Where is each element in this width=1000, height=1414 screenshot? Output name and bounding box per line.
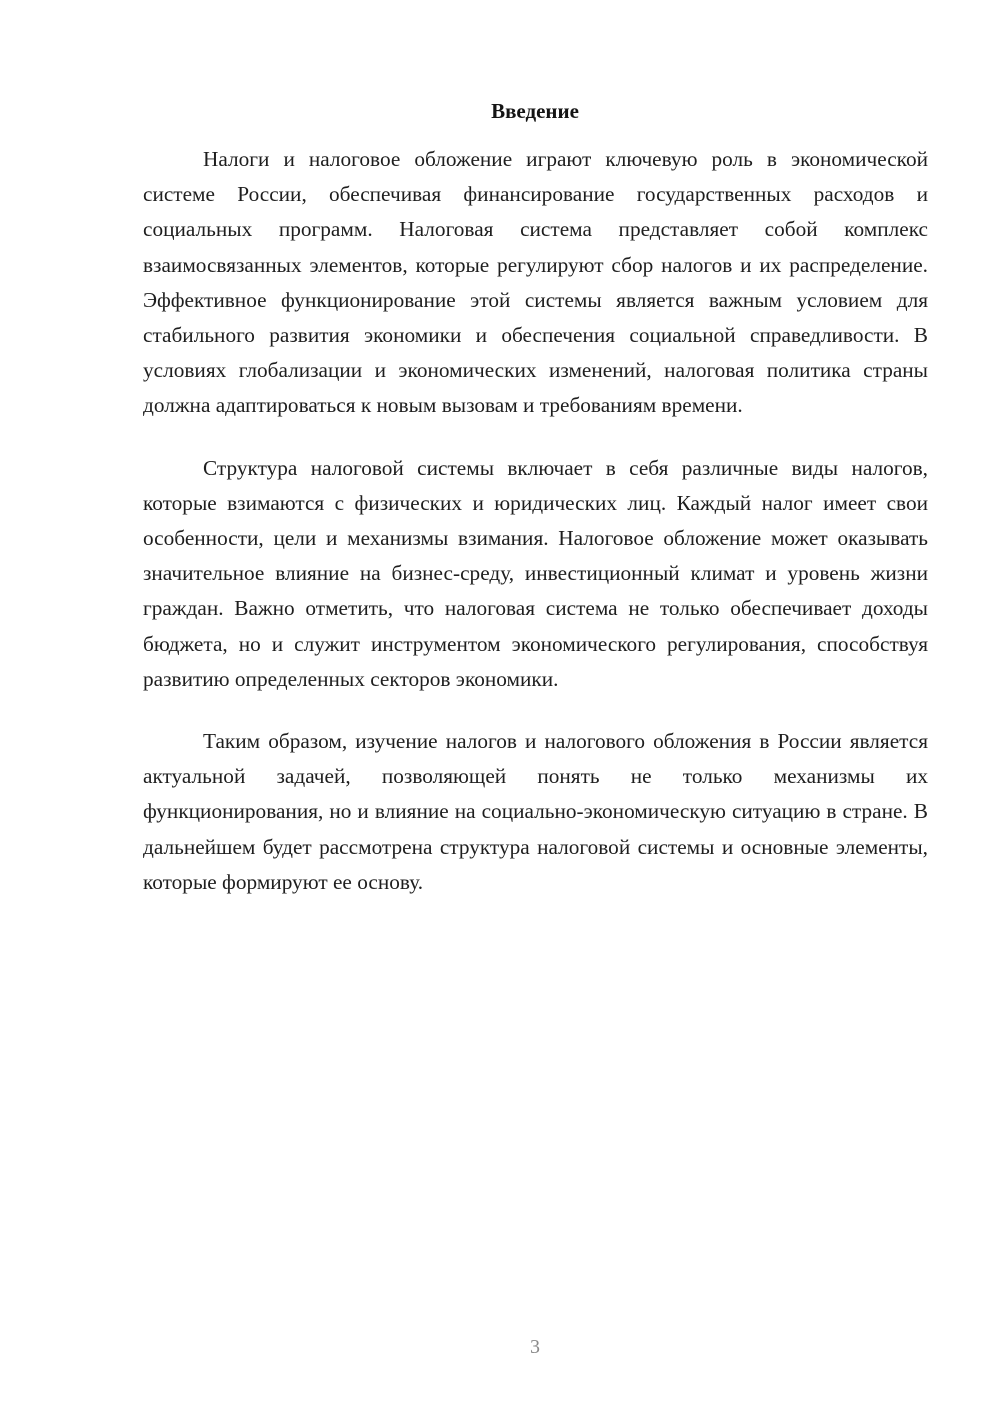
- paragraph: Таким образом, изучение налогов и налогового обложения в России является актуальной задачей, позволяющей понять не только механизмы их функционирования, но и влияние на социально-экономическую ситуацию в стране. В дальнейшем будет рассмотрена структура налоговой системы и основные элементы, которые формируют ее основу.: [143, 729, 928, 894]
- section-heading: Введение: [491, 99, 579, 123]
- page-number: 3: [530, 1336, 540, 1358]
- paragraph: Налоги и налоговое обложение играют ключевую роль в экономической системе России, обеспечивая финансирование государственных расходов и социальных программ. Налоговая система представляет собой комплекс взаимосвязанных элементов, которые регулируют сбор налогов и их распределение. Эффективное функционирование этой системы является важным условием для стабильного развития экономики и обеспечения социальной справедливости. В условиях глобализации и экономических изменений, налоговая политика страны должна адаптироваться к новым вызовам и требованиям времени.: [143, 147, 928, 418]
- paragraph: Структура налоговой системы включает в себя различные виды налогов, которые взимаются с физических и юридических лиц. Каждый налог имеет свои особенности, цели и механизмы взимания. Налоговое обложение может оказывать значительное влияние на бизнес-среду, инвестиционный климат и уровень жизни граждан. Важно отметить, что налоговая система не только обеспечивает доходы бюджета, но и служит инструментом экономического регулирования, способствуя развитию определенных секторов экономики.: [143, 455, 928, 691]
- body-text: [143, 142, 928, 927]
